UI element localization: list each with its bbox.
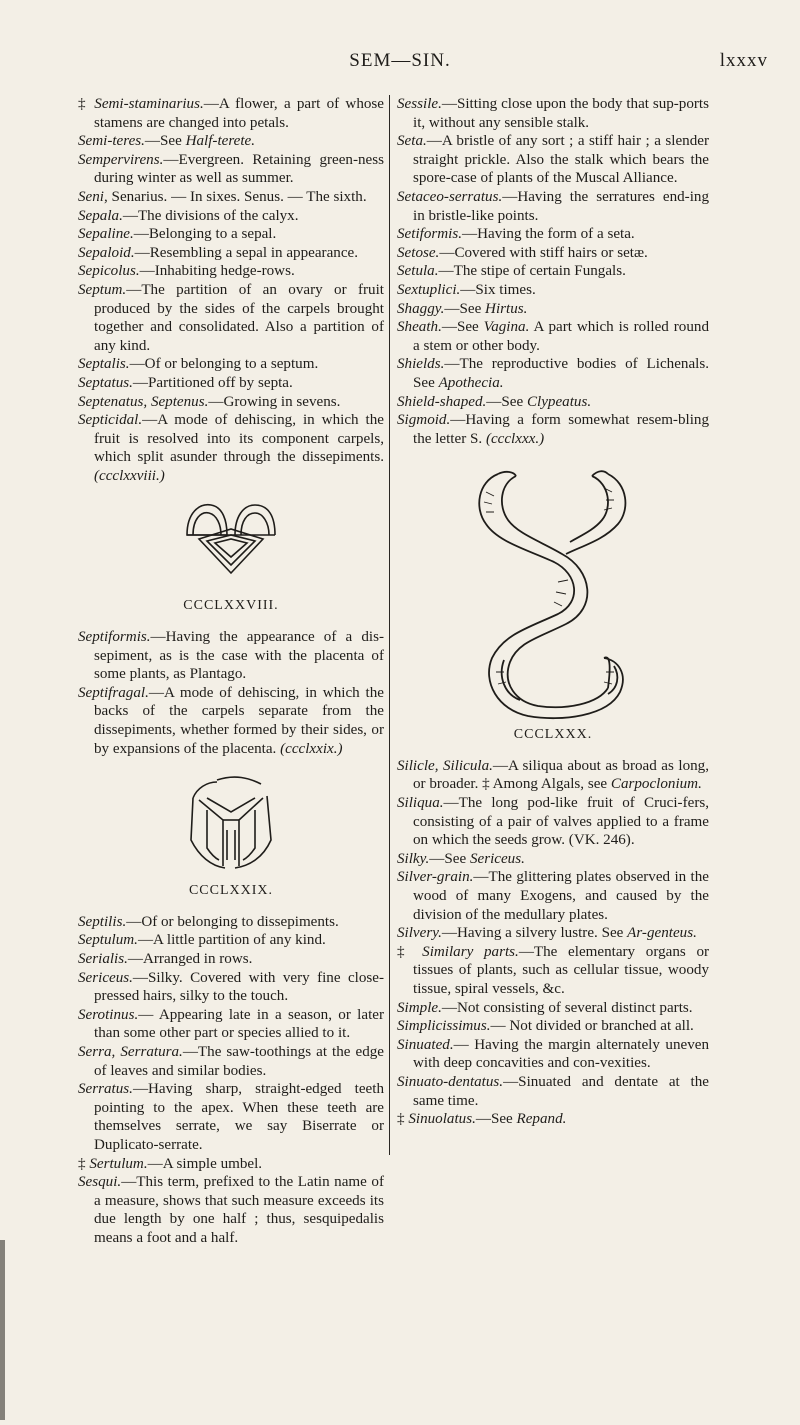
entry-term: Seni: [78, 188, 104, 205]
dictionary-entry: [78, 151, 384, 188]
dictionary-entry: [397, 393, 709, 412]
entry-definition: —Not consisting of several distinct parts.: [441, 999, 693, 1016]
entry-definition: —The long pod-like fruit of Cruci-fers, consisting of a pair of valves applied to a frame on which the seeds grow. (VK. 246).: [413, 795, 709, 849]
entry-definition: —A mode of dehiscing, in which the backs of the carpels separate from the dissepiments, whether formed by their sides, or by expansions of the placenta.: [94, 684, 384, 757]
entry-list: [78, 95, 384, 485]
entry-definition: —Of or belonging to dissepiments.: [126, 913, 339, 930]
entry-term: Septatus.: [78, 374, 133, 391]
entry-term: Sheath.: [397, 319, 442, 336]
cross-reference: Carpoclonium.: [610, 776, 702, 793]
dictionary-entry: [397, 318, 709, 355]
cross-reference: (ccclxxix.): [280, 740, 343, 757]
left-column: [78, 95, 384, 1248]
entry-definition: —A siliqua about as broad as long, or broader. ‡ Among Algals, see: [413, 757, 709, 793]
entry-definition: —Having sharp, straight-edged teeth pointing to the apex. When these teeth are themselves serrate, we say Biserrate or Duplicato-serrate.: [94, 1081, 384, 1153]
entry-term: Sepaloid.: [78, 244, 135, 261]
entry-term: Sertulum.: [89, 1155, 148, 1172]
entry-definition: —Having the serratures end-ing in bristle-like points.: [413, 188, 709, 224]
dictionary-entry: [397, 411, 709, 448]
entry-term: Silver-grain.: [397, 869, 474, 886]
figure-ccclxxix: [78, 770, 384, 901]
dictionary-entry: [78, 281, 384, 355]
entry-term: Setula.: [397, 263, 439, 280]
cross-reference: Clypeatus.: [526, 393, 592, 410]
entry-definition: —Having a form somewhat resem-bling the letter S.: [413, 412, 709, 447]
entry-list: [78, 913, 384, 1248]
dictionary-entry: [78, 950, 384, 969]
figure-caption: CCCLXXX.: [513, 727, 593, 743]
dictionary-entry: [78, 374, 384, 393]
entry-definition: —Inhabiting hedge-rows.: [139, 263, 295, 280]
entry-term: Seta.: [397, 133, 427, 150]
cross-reference: Repand.: [516, 1111, 567, 1128]
entry-definition: —A simple umbel.: [147, 1155, 263, 1172]
entry-term: Sextuplici.: [397, 281, 461, 298]
entry-term: Sepicolus.: [78, 263, 140, 280]
sigmoid-illustration: [458, 462, 648, 724]
entry-definition: —The stipe of certain Fungals.: [438, 263, 626, 280]
entry-list: [397, 757, 709, 1129]
dictionary-entry: [78, 355, 384, 374]
entry-definition: —Resembling a sepal in appearance.: [134, 244, 358, 261]
entry-definition: —A flower, a part of whose stamens are changed into petals.: [94, 96, 384, 131]
entry-definition: —Partitioned off by septa.: [132, 374, 293, 391]
entry-term: Septulum.: [78, 932, 138, 949]
figure-ccclxxx: [397, 462, 709, 745]
entry-term: Sericeus.: [78, 969, 133, 986]
dictionary-entry: [78, 1080, 384, 1154]
dictionary-entry: [397, 924, 709, 943]
entry-term: Setose.: [397, 244, 440, 261]
entry-definition: —Silky. Covered with very fine close-pressed hairs, silky to the touch.: [94, 969, 384, 1005]
entry-definition: —See: [429, 850, 470, 867]
entry-definition-tail: A part which is rolled round a stem or other body.: [413, 319, 709, 354]
dictionary-entry: [397, 244, 709, 263]
entry-list: [397, 95, 709, 448]
entry-term: Sinuated.: [397, 1036, 454, 1053]
cross-reference: Apothecia.: [438, 374, 504, 391]
entry-definition: —The reproductive bodies of Lichenals. See: [413, 356, 709, 391]
dictionary-entry: [78, 1043, 384, 1080]
entry-term: Sessile.: [397, 96, 442, 112]
entry-definition: — Not divided or branched at all.: [490, 1018, 694, 1035]
dictionary-entry: [397, 757, 709, 794]
entry-definition: —See: [475, 1111, 517, 1128]
dictionary-entry: [78, 132, 384, 151]
cross-reference: Sericeus.: [469, 850, 525, 867]
figure-ccclxxviii: [78, 495, 384, 616]
dictionary-entry: [78, 262, 384, 281]
entry-definition: —Evergreen. Retaining green-ness during winter as well as summer.: [94, 151, 384, 187]
running-title: SEM—SIN.: [349, 50, 451, 71]
entry-term: Sinuolatus.: [408, 1111, 476, 1128]
entry-definition: —See: [444, 300, 486, 317]
figure-caption: CCCLXXIX.: [188, 883, 274, 899]
cross-reference: Half-terete.: [185, 133, 256, 150]
entry-term: Simplicissimus.: [397, 1018, 491, 1035]
entry-term: Sepala.: [78, 207, 123, 224]
entry-term: Siliqua.: [397, 795, 444, 812]
entry-definition: , Senarius. — In sixes. Senus. — The sixth.: [104, 188, 367, 205]
page-header: [0, 50, 800, 80]
cross-reference: Hirtus.: [485, 300, 528, 317]
dictionary-entry: [78, 1006, 384, 1043]
entry-term: Septilis.: [78, 913, 127, 930]
dictionary-entry: [397, 868, 709, 924]
entry-definition: —A mode of dehiscing, in which the fruit is resolved into its component carpels, which split asunder through the dissepiments.: [94, 412, 384, 466]
cross-reference: Ar-genteus.: [627, 925, 697, 942]
entry-term: Septenatus, Septenus.: [78, 393, 209, 410]
entry-definition: — Having the margin alternately uneven with deep concavities and con-vexities.: [413, 1036, 709, 1072]
dictionary-entry: [397, 188, 709, 225]
entry-term: Sepaline.: [78, 226, 134, 243]
dictionary-entry: [78, 393, 384, 412]
entry-definition: —See: [486, 393, 527, 410]
dictionary-entry: [78, 411, 384, 485]
figure-caption: CCCLXXVIII.: [183, 598, 279, 614]
cross-reference: (ccclxxviii.): [94, 467, 165, 484]
entry-definition: —Having a silvery lustre. See: [441, 925, 628, 942]
entry-term: Semi-staminarius.: [94, 96, 204, 112]
entry-term: Septiformis.: [78, 629, 151, 646]
entry-definition: —Sitting close upon the body that sup-ports it, without any sensible stalk.: [413, 96, 709, 131]
entry-definition: —See: [441, 319, 484, 336]
double-dagger-mark: ‡: [397, 1111, 409, 1128]
entry-term: Similary parts.: [422, 943, 519, 960]
dictionary-entry: [397, 1036, 709, 1073]
entry-definition: —Growing in sevens.: [208, 393, 341, 410]
dictionary-entry: [78, 207, 384, 226]
entry-definition: —This term, prefixed to the Latin name of a measure, shows that such measure exceeds its due length by one half ; thus, sesquipedalis means a foot and a half.: [94, 1174, 384, 1246]
entry-definition: —Of or belonging to a septum.: [129, 356, 319, 373]
dictionary-entry: [397, 300, 709, 319]
dictionary-entry: [78, 969, 384, 1006]
entry-term: Septicidal.: [78, 412, 143, 429]
entry-term: Septum.: [78, 281, 127, 298]
dictionary-entry: [397, 794, 709, 850]
double-dagger-mark: ‡: [78, 1155, 90, 1172]
entry-definition: —Covered with stiff hairs or setæ.: [439, 244, 648, 261]
entry-definition: —The elementary organs or tissues of plants, such as cellular tissue, woody tissue, spiral vessels, &c.: [413, 943, 710, 997]
dictionary-entry: [397, 225, 709, 244]
entry-term: Silicle, Silicula.: [397, 757, 493, 774]
dictionary-entry: [397, 1110, 709, 1129]
entry-term: Silvery.: [397, 925, 442, 942]
entry-term: Semi-teres.: [78, 133, 145, 150]
dictionary-entry: [397, 850, 709, 869]
entry-definition: —The divisions of the calyx.: [122, 207, 299, 224]
dictionary-entry: [78, 1173, 384, 1247]
septicidal-capsule-illustration: [177, 495, 285, 591]
dictionary-entry: [78, 188, 384, 207]
entry-term: Simple.: [397, 999, 442, 1016]
double-dagger-mark: ‡: [78, 96, 95, 112]
entry-definition: — Appearing late in a season, or later than some other part or species allied to it.: [94, 1006, 384, 1042]
entry-term: Sempervirens.: [78, 151, 164, 168]
dictionary-entry: [397, 132, 709, 188]
dictionary-entry: [78, 913, 384, 932]
dictionary-entry: [397, 943, 709, 999]
entry-term: Sinuato-dentatus.: [397, 1073, 504, 1090]
entry-definition: —The glittering plates observed in the wood of many Exogens, and caused by the division of the medullary plates.: [413, 869, 709, 923]
entry-term: Septifragal.: [78, 684, 149, 701]
dictionary-entry: [78, 628, 384, 684]
entry-list: [78, 628, 384, 758]
entry-definition: —Having the appearance of a dis-sepiment, as is the case with the placenta of some plants, as Plantago.: [94, 629, 384, 683]
septifragal-capsule-illustration: [177, 770, 285, 874]
entry-definition: —A little partition of any kind.: [137, 932, 326, 949]
entry-definition: —Sinuated and dentate at the same time.: [413, 1073, 709, 1109]
cross-reference: Vagina.: [483, 319, 530, 336]
entry-definition: —See: [144, 133, 186, 150]
dictionary-entry: [397, 1017, 709, 1036]
dictionary-entry: [78, 684, 384, 758]
right-column: [397, 95, 709, 1129]
dictionary-entry: [78, 931, 384, 950]
entry-term: Serratus.: [78, 1081, 133, 1098]
dictionary-entry: [397, 281, 709, 300]
entry-definition: —Arranged in rows.: [127, 951, 253, 967]
dictionary-entry: [397, 262, 709, 281]
scan-edge-shadow: [0, 1240, 5, 1420]
dictionary-entry: [397, 1073, 709, 1110]
entry-term: Setaceo-serratus.: [397, 188, 503, 205]
cross-reference: (ccclxxx.): [485, 430, 545, 447]
entry-definition: —A bristle of any sort ; a stiff hair ; a slender straight prickle. Also the stalk which bears the spore-case of plants of the Muscal Alliance.: [413, 133, 709, 187]
entry-definition: —The partition of an ovary or fruit produced by the sides of the carpels brought together and consolidated. Also a partition of any kind.: [94, 281, 384, 354]
dictionary-entry: [78, 95, 384, 132]
entry-term: Sigmoid.: [397, 412, 451, 429]
dictionary-entry: [78, 244, 384, 263]
dictionary-entry: [397, 355, 709, 392]
entry-definition: —Having the form of a seta.: [462, 226, 635, 243]
entry-definition: —The saw-toothings at the edge of leaves and similar bodies.: [94, 1043, 384, 1079]
entry-term: Shaggy.: [397, 300, 445, 317]
entry-term: Setiformis.: [397, 226, 462, 243]
entry-term: Silky.: [397, 850, 430, 867]
column-divider: [389, 95, 390, 1155]
entry-definition: —Belonging to a sepal.: [133, 226, 277, 243]
entry-term: Shields.: [397, 356, 445, 373]
page-number: lxxxv: [719, 50, 768, 71]
entry-term: Sesqui.: [78, 1174, 122, 1191]
double-dagger-mark: ‡: [397, 943, 423, 960]
dictionary-entry: [397, 999, 709, 1018]
entry-term: Shield-shaped.: [397, 393, 487, 410]
entry-term: Serotinus.: [78, 1006, 139, 1023]
entry-term: Serra, Serratura.: [78, 1043, 183, 1060]
entry-definition: —Six times.: [460, 281, 536, 298]
dictionary-entry: [78, 1155, 384, 1174]
entry-term: Serialis.: [78, 951, 128, 967]
dictionary-entry: [78, 225, 384, 244]
entry-term: Septalis.: [78, 356, 130, 373]
dictionary-entry: [397, 95, 709, 132]
